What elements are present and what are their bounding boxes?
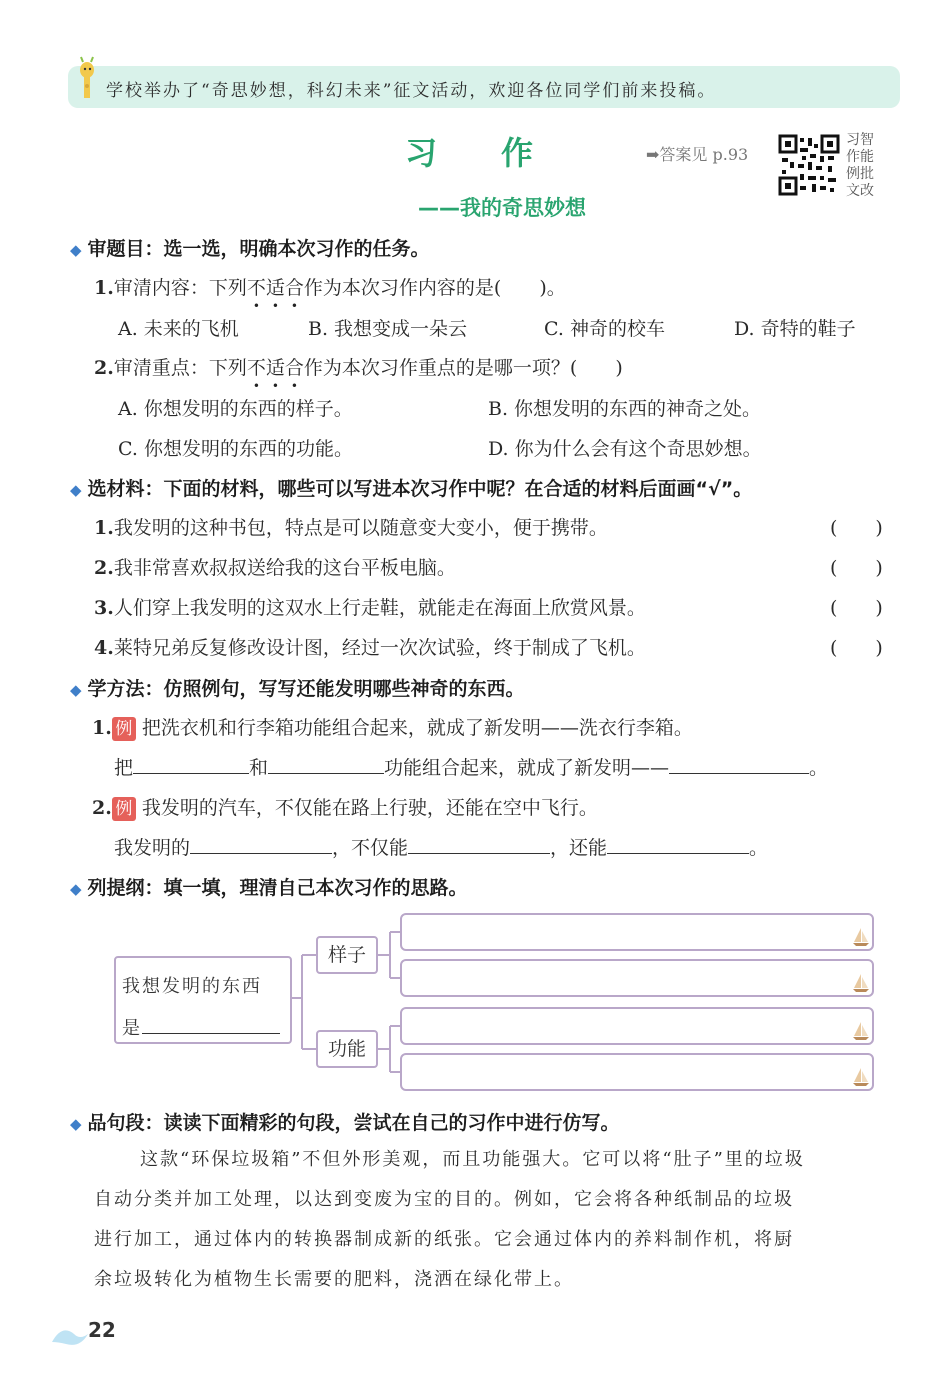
q2-option-a[interactable]: A. 你想发明的东西的样子。 [118, 398, 353, 420]
section-heading-method [70, 674, 525, 701]
question-text: 作为本次习作重点的是哪一项？( ) [303, 357, 623, 379]
banner-text: 学校举办了“奇思妙想，科幻未来”征文活动，欢迎各位同学们前来投稿。 [106, 81, 717, 101]
material-text: 莱特兄弟反复修改设计图，经过一次次试验，终于制成了飞机。 [113, 637, 646, 659]
diamond-bullet-icon: ◆ [70, 241, 82, 259]
answer-parentheses[interactable]: ( ) [830, 557, 883, 579]
diamond-bullet-icon: ◆ [70, 481, 82, 499]
material-item [94, 553, 456, 580]
blank-input[interactable] [607, 835, 749, 854]
q2-option-c[interactable]: C. 你想发明的东西的功能。 [118, 438, 353, 460]
example-text: 把洗衣机和行李箱功能组合起来，就成了新发明——洗衣行李箱。 [141, 717, 693, 739]
diamond-bullet-icon: ◆ [70, 681, 82, 699]
outline-main-line [122, 1008, 280, 1050]
sailboat-icon [852, 1021, 870, 1041]
blank-input[interactable] [142, 1015, 280, 1034]
passage-line: 进行加工，通过体内的转换器制成新的纸张。它会通过体内的养料制作机，将厨 [94, 1229, 794, 1250]
material-item [94, 593, 646, 620]
outline-main-box [114, 956, 292, 1044]
sailboat-icon [852, 927, 870, 947]
section-heading-review [70, 234, 430, 261]
emphasis-char: 适 [265, 357, 285, 379]
fill-text: ，不仅能 [332, 837, 409, 859]
item-number: 2. [94, 557, 114, 579]
emphasis-char: 不 [246, 277, 266, 299]
material-text: 人们穿上我发明的这双水上行走鞋，就能走在海面上欣赏风景。 [113, 597, 646, 619]
passage-line: 余垃圾转化为植物生长需要的肥料，浇洒在绿化带上。 [94, 1269, 574, 1290]
example-badge: 例 [112, 717, 136, 741]
example-text: 我发明的汽车，不仅能在路上行驶，还能在空中飞行。 [141, 797, 598, 819]
fill-text: 我发明的 [114, 837, 191, 859]
q2-option-d[interactable]: D. 你为什么会有这个奇思妙想。 [488, 438, 762, 460]
emphasis-char: 不 [246, 357, 266, 379]
outline-main-text [122, 966, 280, 1050]
fill-text: ，还能 [550, 837, 608, 859]
question-number: 2. [94, 357, 114, 379]
blank-input[interactable] [133, 755, 249, 774]
material-text: 我发明的这种书包，特点是可以随意变大变小，便于携带。 [113, 517, 608, 539]
blank-input[interactable] [268, 755, 384, 774]
section-heading-materials [70, 474, 752, 501]
example-1 [92, 713, 693, 741]
q1-option-b[interactable]: B. 我想变成一朵云 [308, 318, 468, 340]
item-number: 1. [92, 717, 112, 739]
fill-text: 功能组合起来，就成了新发明—— [384, 757, 670, 779]
example-2 [92, 793, 598, 821]
answer-parentheses[interactable]: ( ) [830, 637, 883, 659]
question-text: 审清内容：下列 [113, 277, 247, 299]
outline-main-label: 是 [122, 1018, 142, 1039]
qr-label: 习智作能例批文改 [846, 132, 874, 199]
section-heading-text: 列提纲：填一填，理清自己本次习作的思路。 [87, 877, 468, 899]
fill-line-1 [114, 753, 828, 780]
answer-parentheses[interactable]: ( ) [830, 597, 883, 619]
item-number: 4. [94, 637, 114, 659]
blank-input[interactable] [408, 835, 550, 854]
passage-line: 这款“环保垃圾箱”不但外形美观，而且功能强大。它可以将“肚子”里的垃圾 [140, 1149, 805, 1170]
emphasis-char: 适 [265, 277, 285, 299]
section-heading-text: 选材料：下面的材料，哪些可以写进本次习作中呢？在合适的材料后面画“√”。 [87, 478, 753, 500]
item-number: 1. [94, 517, 114, 539]
q1-option-a[interactable]: A. 未来的飞机 [118, 318, 239, 340]
material-item [94, 633, 646, 660]
section-heading-text: 审题目：选一选，明确本次习作的任务。 [87, 238, 430, 260]
sailboat-icon [852, 973, 870, 993]
outline-tag-appearance: 样子 [316, 936, 378, 974]
outline-writing-box[interactable] [400, 1053, 874, 1091]
question-2 [94, 353, 623, 380]
wave-icon [50, 1320, 90, 1350]
fill-text: 和 [249, 757, 269, 779]
q2-option-b[interactable]: B. 你想发明的东西的神奇之处。 [488, 398, 762, 420]
outline-writing-box[interactable] [400, 1007, 874, 1045]
passage-line: 自动分类并加工处理，以达到变废为宝的目的。例如，它会将各种纸制品的垃圾 [94, 1189, 794, 1210]
outline-writing-box[interactable] [400, 959, 874, 997]
section-heading-text: 品句段：读读下面精彩的句段，尝试在自己的习作中进行仿写。 [87, 1112, 620, 1134]
page-number: 22 [88, 1318, 116, 1342]
page-subtitle: ——我的奇思妙想 [418, 196, 586, 220]
diamond-bullet-icon: ◆ [70, 880, 82, 898]
fill-text: 。 [809, 757, 829, 779]
section-heading-outline [70, 873, 468, 900]
fill-line-2 [114, 833, 768, 860]
question-text: 作为本次习作内容的是( )。 [303, 277, 566, 299]
question-1 [94, 273, 566, 300]
diamond-bullet-icon: ◆ [70, 1115, 82, 1133]
question-text: 审清重点：下列 [113, 357, 247, 379]
section-heading-text: 学方法：仿照例句，写写还能发明哪些神奇的东西。 [87, 678, 525, 700]
answer-parentheses[interactable]: ( ) [830, 517, 883, 539]
item-number: 3. [94, 597, 114, 619]
answer-reference: ➡答案见 p.93 [646, 145, 749, 164]
qr-code-icon[interactable] [778, 134, 840, 196]
q1-option-c[interactable]: C. 神奇的校车 [544, 318, 665, 340]
outline-main-line: 我想发明的东西 [122, 976, 262, 997]
giraffe-icon [74, 56, 100, 102]
fill-text: 。 [749, 837, 769, 859]
section-heading-passage [70, 1108, 620, 1135]
blank-input[interactable] [669, 755, 809, 774]
outline-writing-box[interactable] [400, 913, 874, 951]
blank-input[interactable] [190, 835, 332, 854]
emphasis-char: 合 [284, 357, 304, 379]
example-badge: 例 [112, 797, 136, 821]
emphasis-char: 合 [284, 277, 304, 299]
outline-tag-function: 功能 [316, 1030, 378, 1068]
fill-text: 把 [114, 757, 134, 779]
question-number: 1. [94, 277, 114, 299]
q1-option-d[interactable]: D. 奇特的鞋子 [734, 318, 856, 340]
material-item [94, 513, 608, 540]
item-number: 2. [92, 797, 112, 819]
material-text: 我非常喜欢叔叔送给我的这台平板电脑。 [113, 557, 456, 579]
sailboat-icon [852, 1067, 870, 1087]
page-title: 习作 [405, 134, 598, 172]
